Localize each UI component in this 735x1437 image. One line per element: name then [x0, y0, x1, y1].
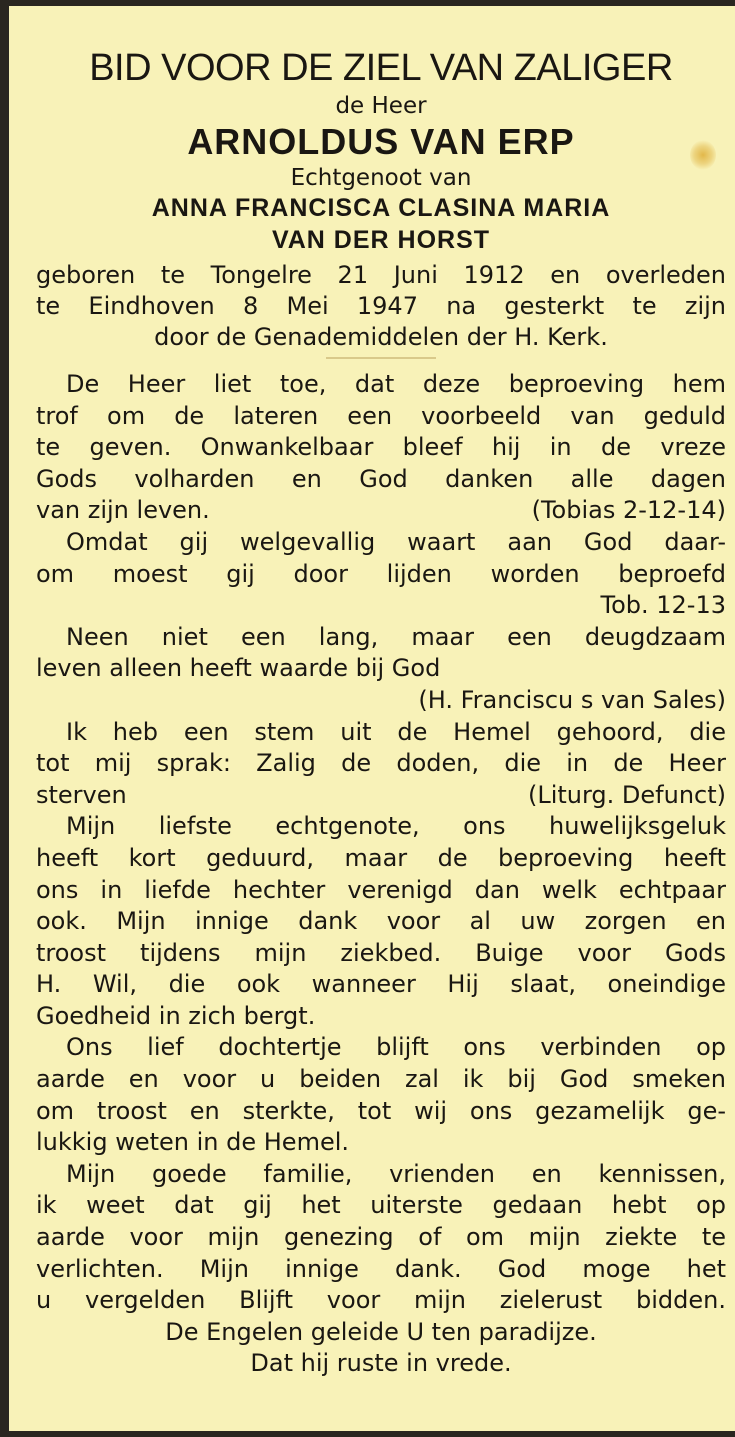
- spouse-label: Echtgenoot van: [290, 165, 472, 191]
- intro-line: geboren te Tongelre 21 Juni 1912 en overleden: [36, 261, 726, 289]
- paragraph-line: Gods volharden en God danken alle dagen: [36, 464, 726, 493]
- paragraph-line: troost tijdens mijn ziekbed. Buige voor Gods: [36, 938, 726, 967]
- paragraph-line: Mijn liefste echtgenote, ons huwelijksgeluk: [66, 812, 726, 841]
- paragraph-text: van zijn leven.: [36, 496, 210, 525]
- paragraph-line: H. Wil, die ook wanneer Hij slaat, oneindige: [36, 970, 726, 999]
- body-text: [36, 369, 726, 1380]
- intro-line: te Eindhoven 8 Mei 1947 na gesterkt te zijn: [36, 292, 726, 320]
- paragraph-line: tot mij sprak: Zalig de doden, die in de Heer: [36, 749, 726, 778]
- paragraph-line: Mijn goede familie, vrienden en kennissen,: [66, 1159, 726, 1188]
- paragraph-line: om troost en sterkte, tot wij ons gezamelijk ge-: [36, 1096, 726, 1125]
- paragraph-line: Neen niet een lang, maar een deugdzaam: [66, 622, 726, 651]
- paragraph-line: aarde voor mijn genezing of om mijn ziekte te: [36, 1223, 726, 1252]
- paragraph-line: trof om de lateren een voorbeeld van geduld: [36, 401, 726, 430]
- paragraph-line: ons in liefde hechter verenigd dan welk echtpaar: [36, 875, 726, 904]
- paragraph-line: verlichten. Mijn innige dank. God moge het: [36, 1254, 726, 1283]
- intro-line: door de Genademiddelen der H. Kerk.: [154, 323, 608, 351]
- paragraph-line: te geven. Onwankelbaar bleef hij in de vreze: [36, 433, 726, 462]
- paragraph-line: aarde en voor u beiden zal ik bij God smeken: [36, 1065, 726, 1094]
- scripture-reference: (Tobias 2-12-14): [531, 496, 726, 525]
- paragraph-line: heeft kort geduurd, maar de beproeving heeft: [36, 843, 726, 872]
- paragraph-line: De Heer liet toe, dat deze beproeving hem: [66, 370, 726, 398]
- paragraph-line: [36, 780, 726, 812]
- paragraph-line: ik weet dat gij het uiterste gedaan hebt op: [36, 1191, 726, 1220]
- card-content: [36, 44, 726, 1380]
- closing-blessing: De Engelen geleide U ten paradijze.: [165, 1317, 597, 1346]
- paragraph-line: Goedheid in zich bergt.: [36, 1001, 316, 1030]
- paragraph-line: lukkig weten in de Hemel.: [36, 1128, 350, 1157]
- scripture-reference: (Liturg. Defunct): [527, 780, 726, 809]
- paragraph-line: u vergelden Blijft voor mijn zielerust bidden.: [36, 1286, 726, 1315]
- paragraph-line: Ons lief dochtertje blijft ons verbinden op: [66, 1033, 726, 1062]
- card-edge-left: [0, 0, 9, 1437]
- divider-rule: [326, 357, 436, 359]
- paragraph-line: leven alleen heeft waarde bij God: [36, 654, 441, 683]
- card-edge-top: [0, 0, 735, 6]
- prayer-title: BID VOOR DE ZIEL VAN ZALIGER: [89, 47, 673, 89]
- closing-rest-in-peace: Dat hij ruste in vrede.: [250, 1349, 512, 1378]
- paragraph-line: [36, 495, 726, 527]
- scripture-reference: Tob. 12-13: [600, 591, 726, 620]
- paragraph-line: ook. Mijn innige dank voor al uw zorgen en: [36, 907, 726, 936]
- deceased-name: ARNOLDUS VAN ERP: [187, 121, 575, 162]
- scripture-reference: (H. Franciscu s van Sales): [418, 685, 726, 714]
- card-edge-bottom: [0, 1431, 735, 1437]
- paragraph-text: sterven: [36, 780, 127, 809]
- paragraph-line: Ik heb een stem uit de Hemel gehoord, die: [66, 717, 726, 746]
- spouse-name-line-1: ANNA FRANCISCA CLASINA MARIA: [151, 194, 611, 222]
- paragraph-line: om moest gij door lijden worden beproefd: [36, 559, 726, 588]
- de-heer-label: de Heer: [335, 93, 427, 119]
- paragraph-line: Omdat gij welgevallig waart aan God daar-: [66, 527, 726, 556]
- spouse-name-line-2: VAN DER HORST: [271, 226, 491, 254]
